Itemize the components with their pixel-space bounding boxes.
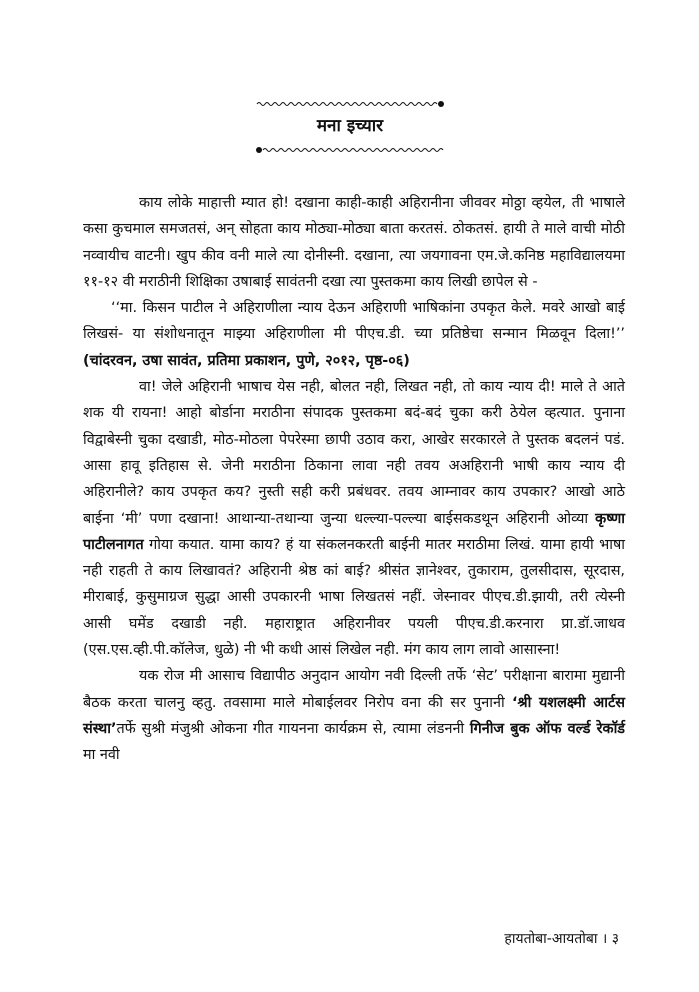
page-footer: हायतोबा-आयतोबा । ३ [504, 931, 619, 947]
paragraph-quote [83, 295, 625, 374]
paragraph-4-text-b: तर्फे सुश्री मंजुश्री ओकना गीत गायनना कार्यक्रम से, त्यामा लंडननी [116, 720, 465, 737]
heading-bottom-ornament [255, 146, 445, 154]
chapter-body [83, 190, 625, 769]
chapter-title: मना इच्यार [316, 116, 384, 136]
paragraph-4-bold-institution: ‘श्री यशलक्ष्मी आर्टस संस्था’ [83, 694, 625, 737]
paragraph-4-bold-record: गिनीज बुक ऑफ वर्ल्ड रेकॉर्ड [469, 720, 626, 737]
paragraph-1 [83, 190, 625, 295]
quote-citation: (चांदरवन, उषा सावंत, प्रतिमा प्रकाशन, पुणे, २०१२, पृष्ठ-०६) [83, 352, 410, 369]
paragraph-3-text-b: गोया कयात. यामा काय? हं या संकलनकरती बाईनी मातर मराठीमा लिखं. यामा हायी भाषा नही राहती ते काय लिखावतं? अहिरानी श्रेष्ठ कां बाई? श्रीसंत ज्ञानेश्वर, तुकाराम, तुलसीदास, सूरदास, मीराबाई, कुसुमाग्रज सुद्धा आसी उपकारनी भाषा लिखतसं नहीं. जेस्नावर पीएच.डी.झायी, तरी त्येस्नी आसी घमेंड दखाडी नही. महाराष्ट्रात अहिरानीवर पयली पीएच.डी.करनारा प्रा.डॉ.जाधव (एस.एस.व्ही.पी.कॉलेज, धुळे) नी भी कधी आसं लिखेल नही. मंग काय लाग लावो आसास्ना! [83, 536, 625, 659]
paragraph-4-text-a: यक रोज मी आसाच विद्यापीठ अनुदान आयोग नवी दिल्ली तर्फे ‘सेट’ परीक्षाना बारामा मुद्यानी बैठक करता चालनु व्हतु. तवसामा माले मोबाईलवर निरोप वना की सर पुनानी [83, 668, 625, 711]
chapter-heading [255, 98, 445, 158]
paragraph-3-text-a: वा! जेले अहिरानी भाषाच येस नही, बोलत नही, लिखत नही, तो काय न्याय दी! माले ते आते शक यी रायना! आहो बोर्डाना मराठीना संपादक पुस्तकमा बदं-बदं चुका करी ठेयेल व्हत्यात. पुनाना विद्वाबेस्नी चुका दखाडी, मोठ-मोठला पेपरेस्मा छापी उठाव करा, आखेर सरकारले ते पुस्तक बदलनं पडं. आसा हावू इतिहास से. जेनी मराठीना ठिकाना लावा नही तवय अअहिरानी भाषी काय न्याय दी अहिरानीले? काय उपकृत कय? नुस्ती सही करी प्रबंधवर. तवय आम्नावर काय उपकार? आखो आठे बाईना ‘मी’ पणा दखाना! आथान्या-तथान्या जुन्या धल्ल्या-पल्ल्या बाईसकडथून अहिरानी ओव्या [83, 379, 625, 527]
paragraph-3-bold-name: कृष्णा पाटीलनागत [83, 510, 625, 553]
paragraph-3 [83, 374, 625, 663]
quote-text: ‘‘मा. किसन पाटील ने अहिराणीला न्याय देऊन अहिराणी भाषिकांना उपकृत केले. मवरे आखो बाई लिखसं- या संशोधनातून माझ्या अहिराणीला मी पीएच.डी. च्या प्रतिष्ठेचा सन्मान मिळवून दिला!’’ [83, 300, 625, 343]
paragraph-4-text-c: मा नवी [83, 747, 120, 764]
paragraph-1-text: काय लोके माहात्ती म्यात हो! दखाना काही-काही अहिरानीना जीववर मोठ्ठा व्हयेल, ती भाषाले कसा कुचमाल समजतसं, अन् सोहता काय मोठ्या-मोठ्या बाता करतसं. ठोकतसं. हायी ते माले वाची मोठी नव्वायीच वाटनी। खुप कीव वनी माले त्या दोनीस्नी. दखाना, त्या जयगावना एम.जे.कनिष्ठ महाविद्यालयमा ११-१२ वी मराठीनी शिक्षिका उषाबाई सावंतनी दखा त्या पुस्तकमा काय लिखी छापेल से - [83, 195, 625, 290]
paragraph-4 [83, 663, 625, 768]
heading-top-ornament [255, 100, 445, 108]
